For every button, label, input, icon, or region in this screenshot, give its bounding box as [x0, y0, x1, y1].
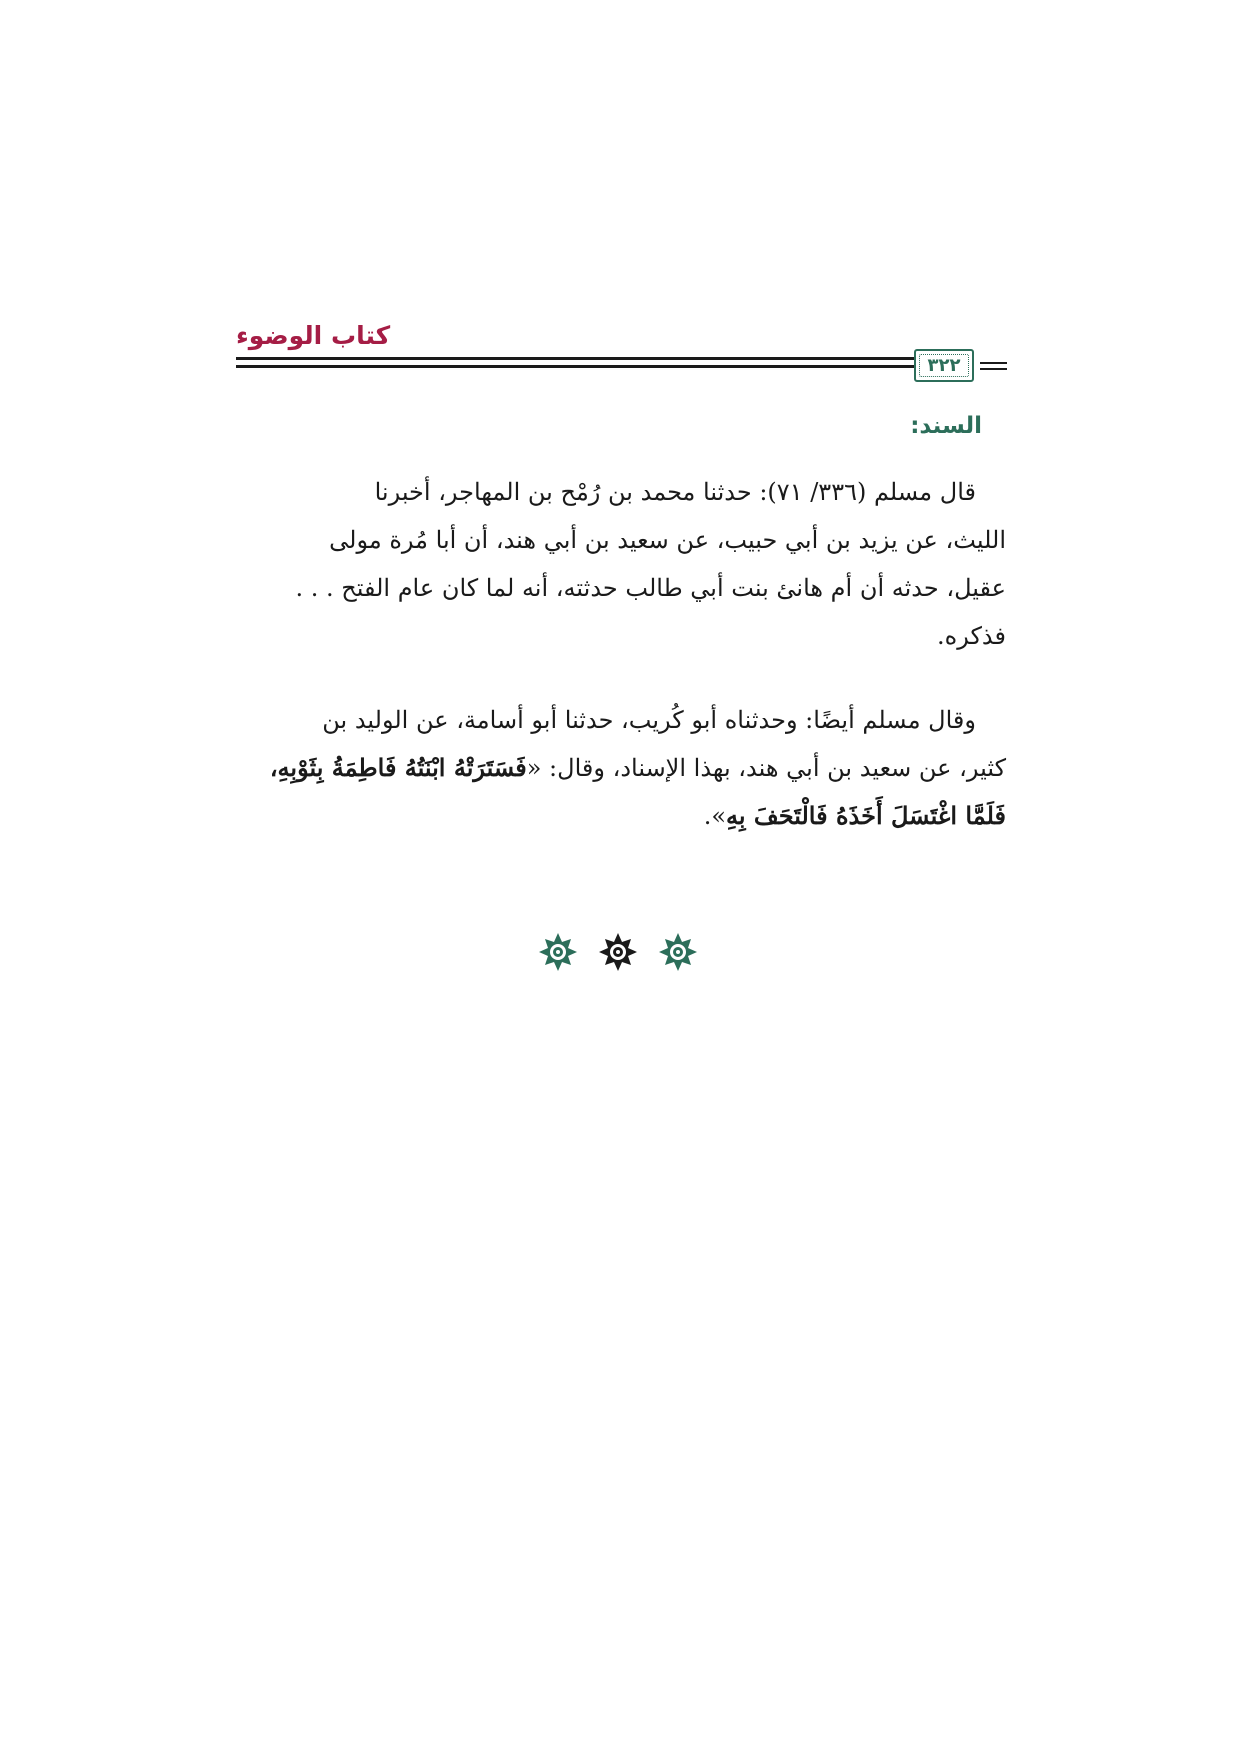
hadith-quote: فَسَتَرَتْهُ ابْنَتُهُ فَاطِمَةُ بِثَوْبِهِ، — [269, 753, 527, 782]
paragraph-line: الليث، عن يزيد بن أبي حبيب، عن سعيد بن أبي هند، أن أبا مُرة مولى — [329, 526, 1006, 554]
paragraph-line: قال مسلم (٣٣٦/ ٧١): حدثنا محمد بن رُمْح بن المهاجر، أخبرنا — [374, 478, 976, 506]
star-ornament-icon — [658, 932, 698, 972]
star-ornament-icon — [598, 932, 638, 972]
narration-text: كثير، عن سعيد بن أبي هند، بهذا الإسناد، وقال: « — [526, 754, 1006, 782]
page-number-badge — [914, 349, 974, 382]
header-rule-end-top — [980, 362, 1007, 364]
header-rule-end-bottom — [980, 368, 1007, 370]
header-rule-bottom — [236, 365, 946, 368]
header-rule-top — [236, 357, 946, 360]
paragraph-line: عقيل، حدثه أن أم هانئ بنت أبي طالب حدثته، أنه لما كان عام الفتح . . . — [295, 574, 1006, 602]
star-ornament-icon — [538, 932, 578, 972]
hadith-quote: فَلَمَّا اغْتَسَلَ أَخَذَهُ فَالْتَحَفَ بِهِ — [726, 801, 1006, 830]
closing-quote: ». — [703, 802, 727, 830]
paragraph-isnad-1 — [236, 468, 1006, 660]
page-number: ٣٢٢ — [927, 354, 961, 376]
paragraph-line — [236, 792, 1006, 840]
section-heading: السند: — [910, 413, 982, 439]
paragraph-line — [236, 744, 1006, 792]
paragraph-isnad-2 — [236, 696, 1006, 840]
paragraph-line: وقال مسلم أيضًا: وحدثناه أبو كُريب، حدثنا أبو أسامة، عن الوليد بن — [322, 706, 976, 734]
paragraph-line: فذكره. — [937, 622, 1006, 650]
running-header-title: كتاب الوضوء — [236, 321, 391, 350]
section-end-ornaments — [538, 930, 698, 974]
